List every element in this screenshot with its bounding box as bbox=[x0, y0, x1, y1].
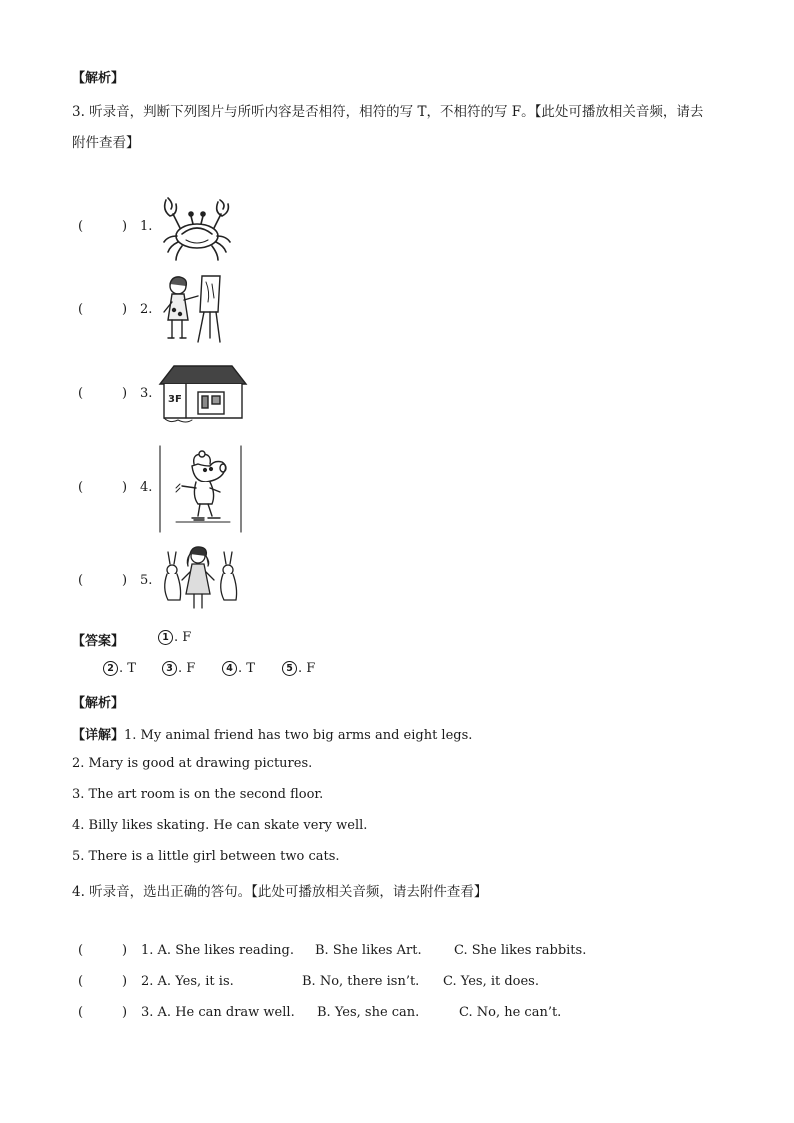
answer-blank-open[interactable]: ( bbox=[78, 386, 84, 401]
option-a: 2. A. Yes, it is. bbox=[141, 974, 234, 989]
item-number: 2. bbox=[140, 302, 153, 317]
q3-item-3 bbox=[78, 386, 168, 404]
answer-blank-close[interactable]: ) bbox=[122, 219, 128, 234]
section-heading-analysis-2: 【解析】 bbox=[72, 696, 125, 711]
answer-blank-open[interactable]: ( bbox=[78, 573, 84, 588]
item-number: 5. bbox=[140, 573, 153, 588]
answer-blank-open[interactable]: ( bbox=[78, 480, 84, 495]
girl-painting-picture bbox=[158, 272, 224, 346]
q3-item-2 bbox=[78, 302, 168, 320]
option-c: C. Yes, it does. bbox=[443, 974, 539, 989]
answer-blank-close[interactable]: ) bbox=[122, 1005, 128, 1020]
answer-blank-open[interactable]: ( bbox=[78, 219, 84, 234]
option-c: C. No, he can’t. bbox=[459, 1005, 562, 1020]
answer-blank-close[interactable]: ) bbox=[122, 573, 128, 588]
option-a: 3. A. He can draw well. bbox=[141, 1005, 295, 1020]
answer-item-2: 2 . T bbox=[103, 661, 136, 676]
answer-blank-open[interactable]: ( bbox=[78, 943, 84, 958]
question-3-text-line1: 3. 听录音，判断下列图片与所听内容是否相符，相符的写 T，不相符的写 F。【此处可播放相关音频，请去 bbox=[72, 104, 704, 120]
answer-item-1: 1 . F bbox=[158, 630, 191, 645]
detail-line-2: 2. Mary is good at drawing pictures. bbox=[72, 756, 313, 771]
house-floor-label: 3F bbox=[168, 394, 182, 405]
answer-blank-close[interactable]: ) bbox=[122, 974, 128, 989]
question-3-text-line2: 附件查看】 bbox=[72, 135, 140, 151]
item-number: 4. bbox=[140, 480, 153, 495]
answer-blank-close[interactable]: ) bbox=[122, 480, 128, 495]
answer-item-4: 4 . T bbox=[222, 661, 255, 676]
answer-item-5: 5 . F bbox=[282, 661, 315, 676]
answer-blank-close[interactable]: ) bbox=[122, 302, 128, 317]
answer-blank-open[interactable]: ( bbox=[78, 302, 84, 317]
answer-blank-open[interactable]: ( bbox=[78, 974, 84, 989]
option-b: B. She likes Art. bbox=[315, 943, 422, 958]
answer-label: 【答案】 bbox=[72, 634, 125, 649]
option-b: B. Yes, she can. bbox=[317, 1005, 420, 1020]
answer-blank-close[interactable]: ) bbox=[122, 943, 128, 958]
option-c: C. She likes rabbits. bbox=[454, 943, 587, 958]
detail-line-1: 【详解】1. My animal friend has two big arms and eight legs. bbox=[72, 728, 473, 743]
answer-item-3: 3 . F bbox=[162, 661, 195, 676]
detail-line-4: 4. Billy likes skating. He can skate very well. bbox=[72, 818, 368, 833]
crab-picture bbox=[160, 192, 234, 264]
answer-blank-close[interactable]: ) bbox=[122, 386, 128, 401]
question-4-title: 4. 听录音，选出正确的答句。【此处可播放相关音频，请去附件查看】 bbox=[72, 884, 488, 900]
item-number: 1. bbox=[140, 219, 153, 234]
item-number: 3. bbox=[140, 386, 153, 401]
option-b: B. No, there isn’t. bbox=[302, 974, 420, 989]
detail-line-3: 3. The art room is on the second floor. bbox=[72, 787, 324, 802]
q4-row-1 bbox=[78, 943, 598, 961]
q3-item-1 bbox=[78, 219, 168, 237]
q4-row-2 bbox=[78, 974, 598, 992]
q3-item-5 bbox=[78, 573, 168, 591]
house-picture bbox=[158, 362, 248, 426]
detail-line-5: 5. There is a little girl between two cats. bbox=[72, 849, 340, 864]
option-a: 1. A. She likes reading. bbox=[141, 943, 294, 958]
answer-blank-open[interactable]: ( bbox=[78, 1005, 84, 1020]
pig-skating-picture bbox=[158, 444, 244, 534]
section-heading-analysis: 【解析】 bbox=[72, 71, 125, 86]
girl-with-rabbits-picture bbox=[158, 544, 240, 614]
q3-item-4 bbox=[78, 480, 168, 498]
q4-row-3 bbox=[78, 1005, 598, 1023]
